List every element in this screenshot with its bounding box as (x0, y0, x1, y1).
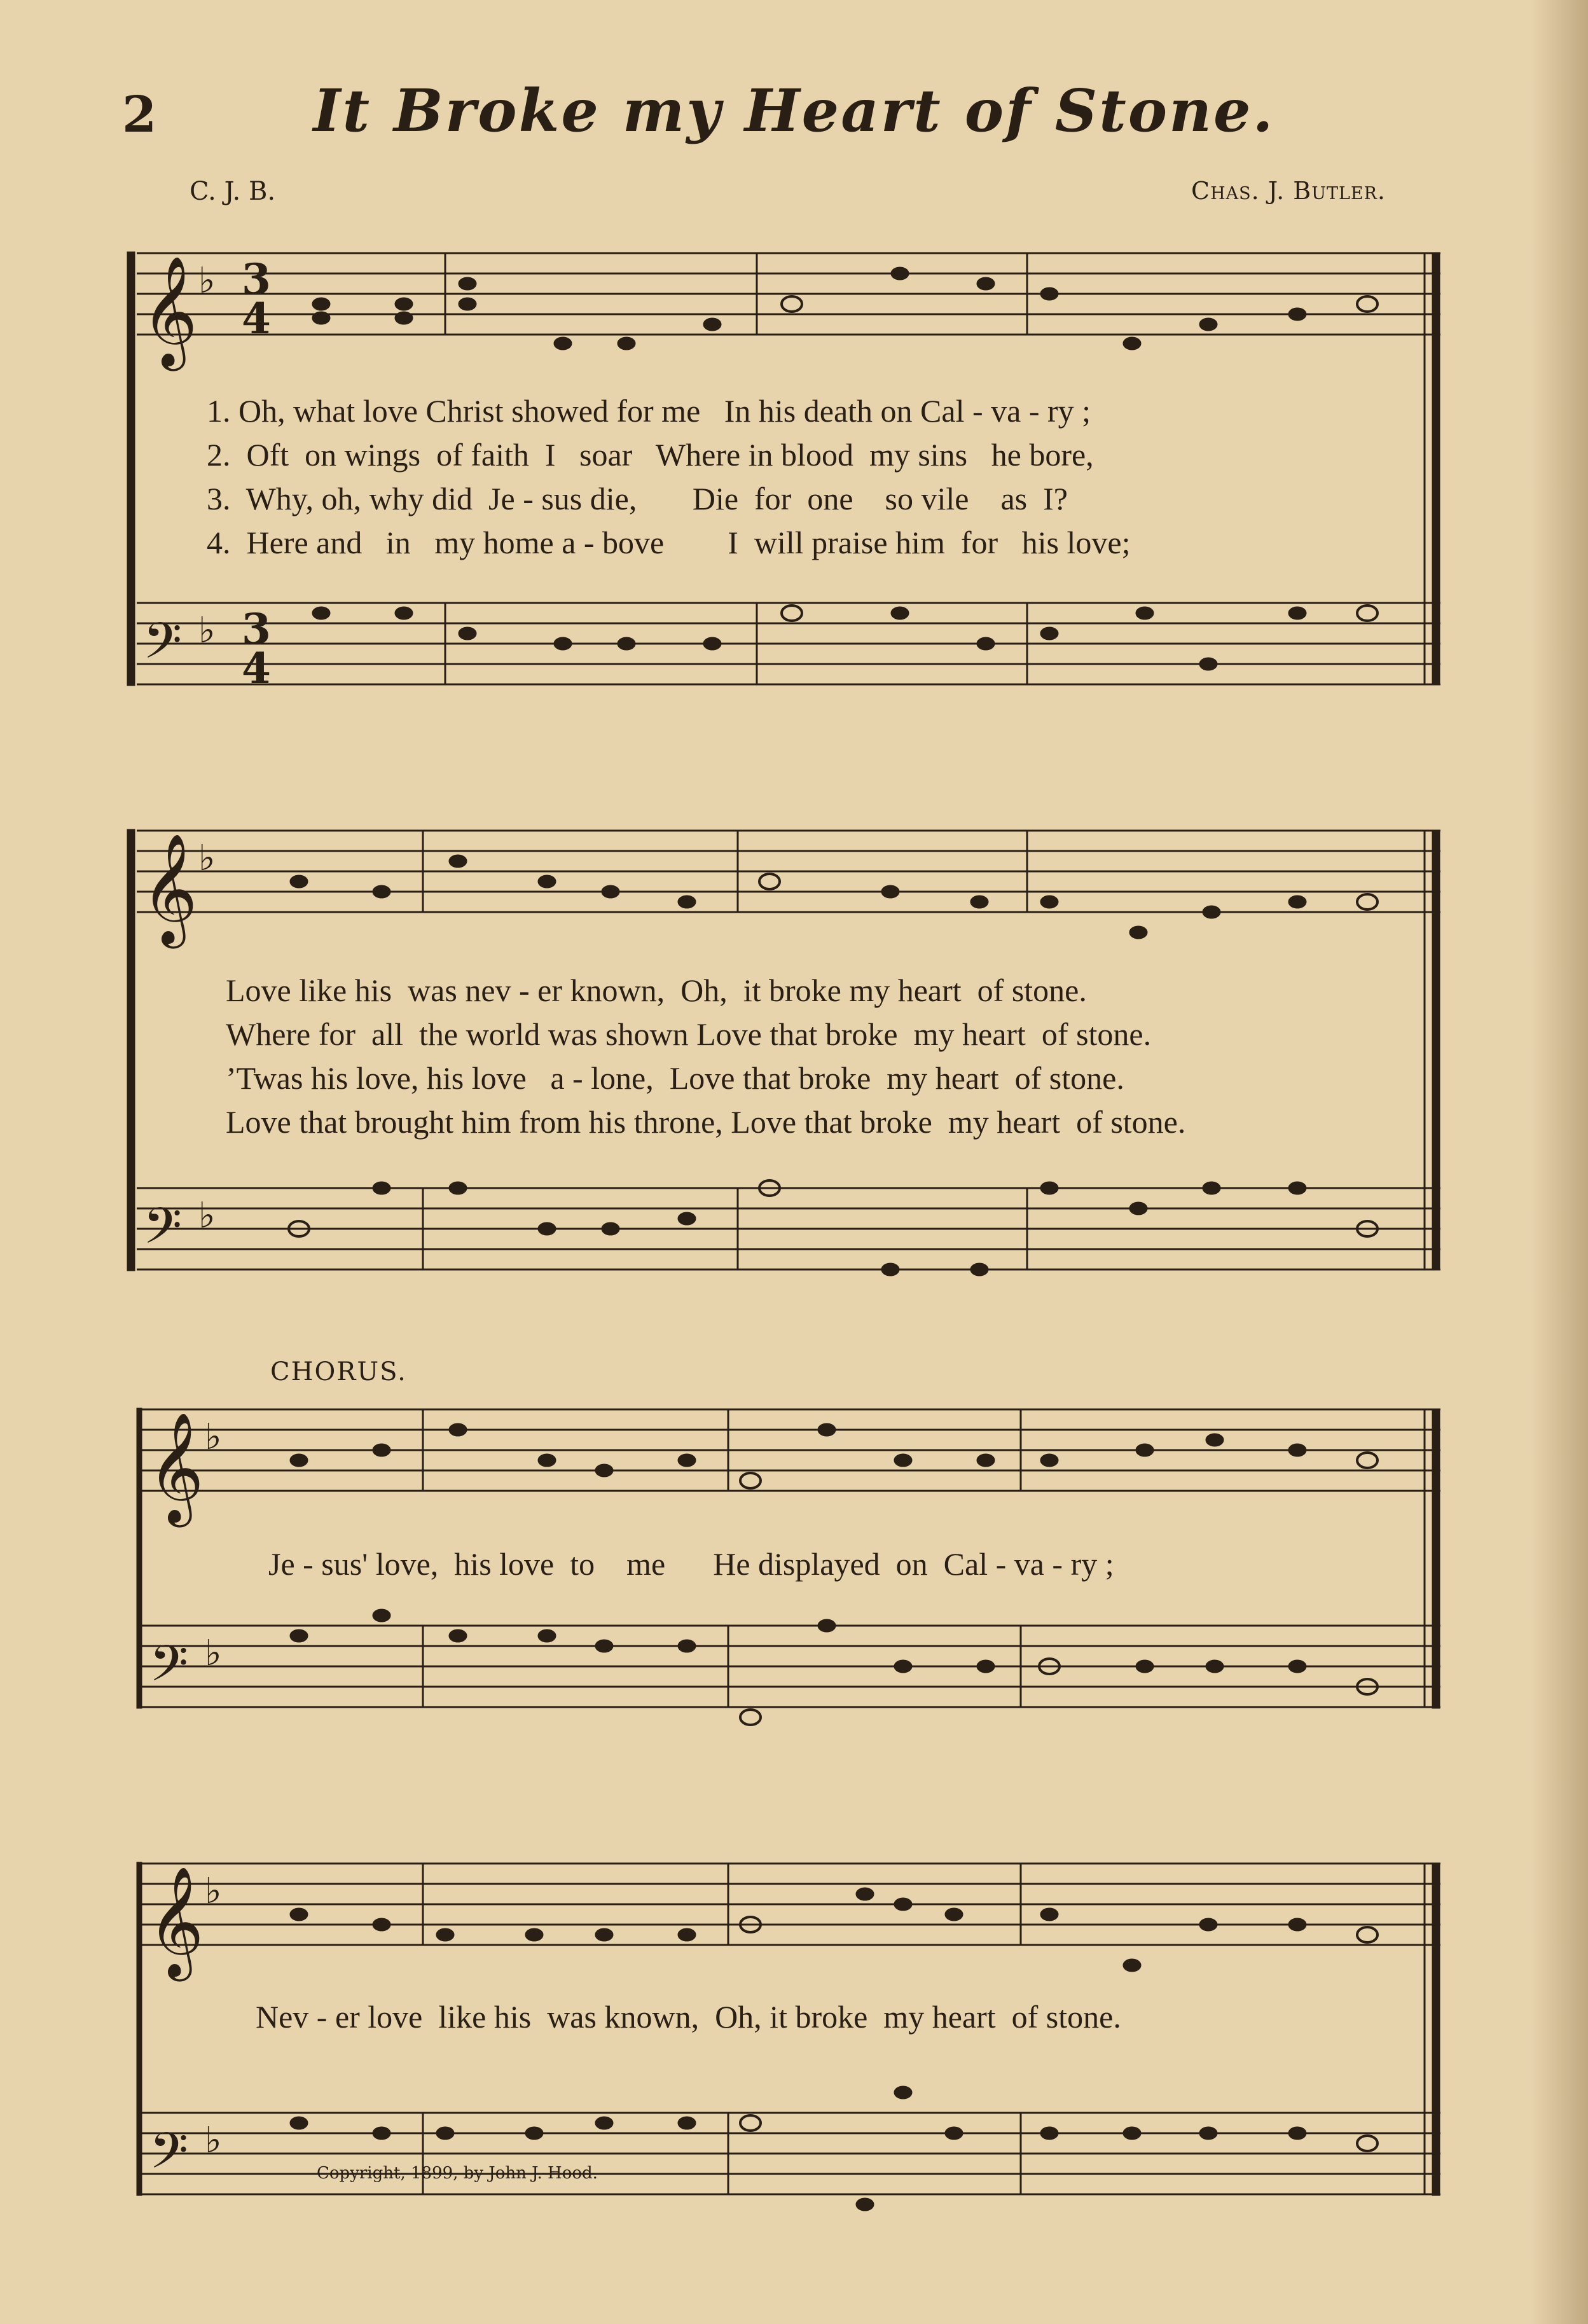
system-2 (127, 829, 1440, 1276)
svg-text:𝄢: 𝄢 (143, 1198, 183, 1268)
svg-text:𝄢: 𝄢 (149, 2122, 189, 2192)
lyricist-credit: C. J. B. (190, 177, 276, 206)
svg-text:♭: ♭ (205, 2119, 222, 2161)
svg-text:4: 4 (242, 644, 271, 693)
svg-text:𝄢: 𝄢 (143, 612, 183, 682)
copyright-notice: Copyright, 1899, by John J. Hood. (317, 2164, 598, 2183)
lyric-line: 4. Here and in my home a - bove I will praise him for his love; (207, 525, 1131, 560)
svg-text:𝄞: 𝄞 (141, 833, 198, 944)
lyric-line: 2. Oft on wings of faith I soar Where in blood my sins he bore, (207, 437, 1094, 473)
lyric-line: Love that brought him from his throne, Love that broke my heart of stone. (226, 1104, 1186, 1140)
svg-text:𝄞: 𝄞 (141, 256, 198, 366)
lyric-line: Where for all the world was shown Love that broke my heart of stone. (226, 1016, 1152, 1052)
lyric-line: ’Twas his love, his love a - lone, Love that broke my heart of stone. (226, 1060, 1124, 1096)
lyric-line: 3. Why, oh, why did Je - sus die, Die for one so vile as I? (207, 481, 1068, 516)
svg-text:𝄢: 𝄢 (149, 1635, 189, 1705)
lyric-line: Je - sus' love, his love to me He displayed on Cal - va - ry ; (268, 1546, 1114, 1582)
svg-text:♭: ♭ (205, 1870, 222, 1912)
system-4 (137, 1862, 1440, 2211)
svg-text:3: 3 (242, 604, 271, 654)
hymn-title: It Broke my Heart of Stone. (313, 76, 1275, 145)
svg-text:♭: ♭ (198, 837, 216, 879)
svg-text:♭: ♭ (205, 1416, 222, 1458)
svg-text:4: 4 (242, 294, 271, 343)
lyric-line: Love like his was nev - er known, Oh, it broke my heart of stone. (226, 972, 1087, 1008)
svg-text:♭: ♭ (205, 1632, 222, 1674)
svg-text:♭: ♭ (198, 1194, 216, 1236)
lyric-line: 1. Oh, what love Christ showed for me In his death on Cal - va - ry ; (207, 393, 1091, 429)
svg-text:𝄞: 𝄞 (148, 1412, 204, 1523)
chorus-label: CHORUS. (270, 1357, 407, 1387)
composer-credit: Chas. J. Butler. (1191, 177, 1386, 205)
svg-text:3: 3 (242, 254, 271, 304)
page-number: 2 (122, 86, 157, 144)
svg-text:♭: ♭ (198, 609, 216, 651)
svg-text:♭: ♭ (198, 259, 216, 301)
lyric-line: Nev - er love like his was known, Oh, it broke my heart of stone. (256, 1999, 1121, 2035)
svg-text:𝄞: 𝄞 (148, 1866, 204, 1977)
